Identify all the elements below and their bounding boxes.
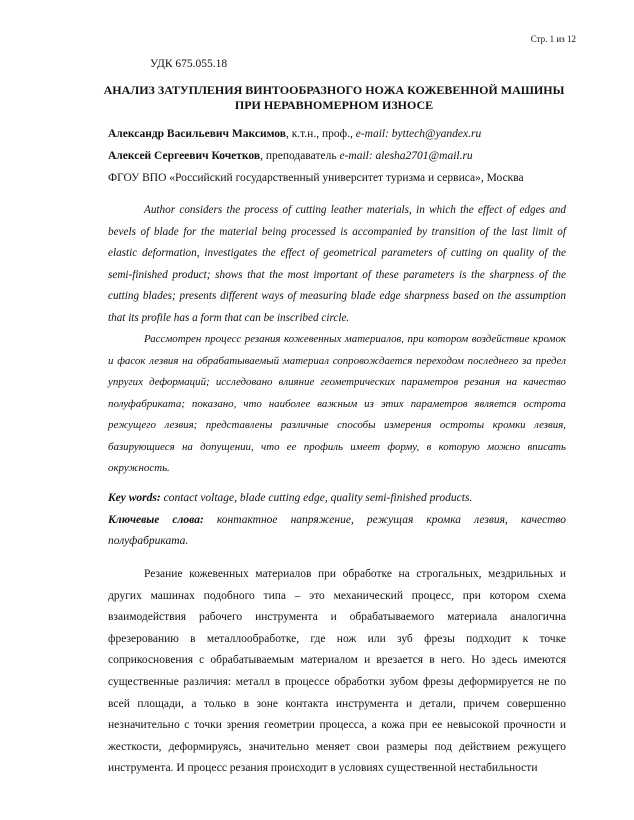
author-2-email: e-mail: alesha2701@mail.ru	[339, 150, 473, 162]
article-title	[100, 83, 568, 113]
author-1	[108, 128, 481, 140]
author-1-email: e-mail: byttech@yandex.ru	[355, 128, 482, 140]
abstract-ru: Рассмотрен процесс резания кожевенных материалов, при котором воздействие кромок и фасок лезвия на обрабатываемый материал сопровождается переходом последнего за предел упругих деформаций; исследовано влияние геометрических параметров резания на качество полуфабриката; показано, что наиболее важным из этих параметров является острота режущего лезвия; представлены различные способы измерения остроты кромки лезвия, базирующиеся на допущении, что ее профиль имеет форму, в которую можно вписать окружность.	[108, 333, 566, 474]
affiliation: ФГОУ ВПО «Российский государственный университет туризма и сервиса», Москва	[108, 172, 524, 184]
keywords-ru-value: контактное напряжение, режущая кромка лезвия, качество полуфабриката.	[108, 514, 567, 547]
udc-code: УДК 675.055.18	[150, 58, 228, 70]
title-line-2: ПРИ НЕРАВНОМЕРНОМ ИЗНОСЕ	[234, 98, 434, 112]
keywords-en-label: Key words:	[108, 492, 161, 504]
title-line-1: АНАЛИЗ ЗАТУПЛЕНИЯ ВИНТООБРАЗНОГО НОЖА КОЖЕВЕННОЙ МАШИНЫ	[103, 83, 565, 97]
author-2-details: , преподаватель	[260, 150, 340, 162]
keywords-ru-label: Ключевые слова:	[108, 514, 204, 526]
author-2	[108, 150, 473, 162]
keywords-ru	[108, 510, 566, 552]
page-number: Стр. 1 из 12	[530, 34, 576, 44]
keywords-en	[108, 488, 566, 509]
author-1-details: , к.т.н., проф.,	[285, 128, 356, 140]
author-2-name: Алексей Сергеевич Кочетков	[108, 150, 261, 162]
author-1-name: Александр Васильевич Максимов	[108, 128, 286, 140]
keywords-en-value: contact voltage, blade cutting edge, quality semi-finished products.	[160, 492, 473, 504]
body-paragraph: Резание кожевенных материалов при обработке на строгальных, мездрильных и других машинах подобного типа – это механический процесс, при котором схема взаимодействия рабочего инструмента и обрабатываемого материала аналогична фрезерованию в металлообработке, где нож или зуб фрезы подходит к точке соприкосновения с обрабатываемым материалом и врезается в него. Но здесь имеются существенные различия: металл в процессе обработки зубом фрезы деформируется не по всей площади, а только в зоне контакта инструмента и детали, причем совершенно незначительно с точки зрения геометрии процесса, а кожа при ее невысокой прочности и жесткости, деформируясь, значительно меняет свои размеры под действием режущего инструмента. И процесс резания происходит в условиях существенной нестабильности	[108, 568, 566, 775]
abstract-en: Author considers the process of cutting leather materials, in which the effect of edges and bevels of blade for the material being processed is accompanied by transition of the last limit of elastic deformation, investigates the effect of geometrical parameters of cutting on quality of the semi-finished product; shows that the most important of these parameters is the sharpness of the cutting blades; presents different ways of measuring blade edge sharpness based on the assumption that its profile has a form that can be inscribed circle.	[108, 204, 566, 324]
